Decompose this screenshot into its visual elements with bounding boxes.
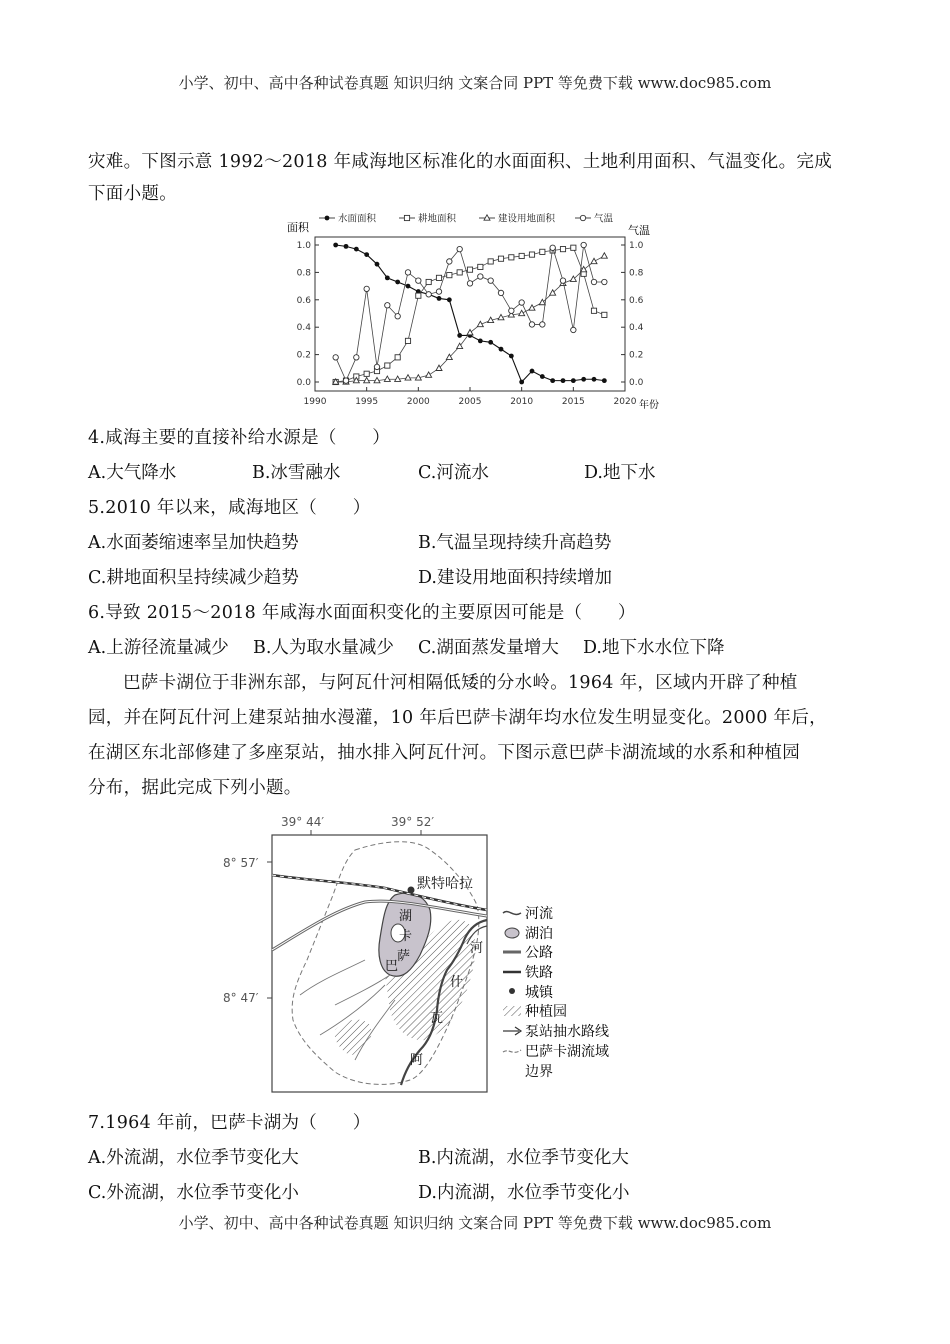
q4-option-d[interactable]: D.地下水: [584, 463, 656, 483]
data-point: [364, 371, 369, 376]
y-tick-label-left: 1.0: [296, 241, 311, 251]
intro2-text-line: 在湖区东北部修建了多座泵站，抽水排入阿瓦什河。下图示意巴萨卡湖流域的水系和种植园: [88, 743, 800, 763]
data-point: [560, 247, 565, 252]
data-point: [385, 363, 390, 368]
data-point: [498, 290, 503, 295]
legend-marker: [325, 216, 330, 221]
q7-option-b[interactable]: B.内流湖，水位季节变化大: [418, 1148, 629, 1168]
data-point: [395, 314, 400, 319]
y-tick-label-right: 0.2: [629, 350, 644, 361]
longitude-label: 39° 52′: [391, 815, 435, 829]
q6-option-b[interactable]: B.人为取水量减少: [253, 638, 394, 658]
data-point: [571, 378, 576, 383]
data-point: [395, 355, 400, 360]
legend-railway: 铁路: [525, 965, 553, 981]
river-label-char: 阿: [410, 1053, 424, 1068]
right-axis-label: 气温: [628, 224, 650, 237]
data-point: [560, 278, 565, 283]
data-point: [499, 347, 504, 352]
q5-option-b[interactable]: B.气温呈现持续升高趋势: [418, 533, 612, 553]
y-tick-label-left: 0.4: [296, 323, 311, 334]
legend-label: 气温: [594, 213, 614, 225]
data-point: [509, 308, 514, 313]
y-tick-label-right: 0.6: [629, 295, 644, 306]
lake-label-char: 湖: [399, 909, 413, 924]
data-point: [364, 286, 369, 291]
legend-town: 城镇: [525, 985, 553, 1001]
intro-text-line: 下面小题。: [88, 184, 177, 204]
data-point: [375, 262, 380, 267]
data-point: [488, 259, 493, 264]
q6-option-a[interactable]: A.上游径流量减少: [88, 638, 229, 658]
data-point: [437, 296, 442, 301]
aral-sea-chart: [275, 207, 665, 415]
data-point: [333, 355, 338, 360]
basaka-lake-map: [215, 810, 655, 1095]
legend-lake: 湖泊: [525, 926, 553, 942]
x-tick-label: 2000: [406, 397, 430, 407]
q4-option-a[interactable]: A.大气降水: [88, 463, 177, 483]
data-point: [343, 378, 348, 383]
data-point: [447, 297, 452, 302]
map-legend: [503, 905, 609, 1080]
data-point: [581, 242, 586, 247]
data-point: [509, 255, 514, 260]
data-point: [354, 355, 359, 360]
question-4-stem: 4.咸海主要的直接补给水源是（ ）: [88, 428, 391, 448]
q7-option-d[interactable]: D.内流湖，水位季节变化小: [418, 1183, 630, 1203]
data-point: [488, 278, 493, 283]
intro-text-line: 灾难。下图示意 1992～2018 年咸海地区标准化的水面面积、土地利用面积、气温变化。完成: [88, 152, 832, 172]
y-tick-label-left: 0.8: [296, 268, 311, 279]
y-tick-label-right: 1.0: [629, 241, 644, 251]
data-point: [436, 275, 441, 280]
y-tick-label-right: 0.4: [629, 323, 644, 334]
legend-label: 耕地面积: [418, 213, 457, 225]
data-point: [581, 377, 586, 382]
legend-marker: [580, 215, 585, 220]
q5-option-a[interactable]: A.水面萎缩速率呈加快趋势: [88, 533, 299, 553]
data-point: [457, 246, 462, 251]
y-tick-label-left: 0.2: [296, 350, 311, 361]
legend-road: 公路: [525, 945, 553, 961]
legend-pump-route: 泵站抽水路线: [525, 1024, 609, 1040]
data-point: [592, 377, 597, 382]
data-point: [405, 270, 410, 275]
x-axis-label: 年份: [639, 400, 659, 411]
town-label: 默特哈拉: [417, 876, 473, 892]
lake-label-char: 卡: [399, 929, 413, 944]
data-point: [457, 270, 462, 275]
intro2-text-line: 巴萨卡湖位于非洲东部，与阿瓦什河相隔低矮的分水岭。1964 年，区域内开辟了种植: [123, 673, 798, 693]
data-point: [416, 293, 421, 298]
data-point: [571, 245, 576, 250]
data-point: [529, 252, 534, 257]
x-tick-label: 2010: [510, 397, 534, 407]
data-point: [540, 374, 545, 379]
data-point: [467, 267, 472, 272]
data-point: [602, 312, 607, 317]
legend-plantation: 种植园: [525, 1004, 567, 1020]
data-point: [406, 284, 411, 289]
q7-option-a[interactable]: A.外流湖，水位季节变化大: [88, 1148, 299, 1168]
page-footer: 小学、初中、高中各种试卷真题 知识归纳 文案合同 PPT 等免费下载 www.doc985.com: [178, 1214, 772, 1232]
y-tick-label-left: 0.0: [296, 378, 311, 388]
legend-marker: [404, 215, 409, 220]
q7-option-c[interactable]: C.外流湖，水位季节变化小: [88, 1183, 299, 1203]
data-point: [519, 380, 524, 385]
q4-option-b[interactable]: B.冰雪融水: [252, 463, 341, 483]
river-label-char: 什: [450, 975, 464, 990]
river-label-char: 河: [470, 941, 484, 956]
data-point: [457, 333, 462, 338]
left-axis-label: 面积: [287, 221, 309, 234]
data-point: [447, 259, 452, 264]
data-point: [530, 369, 535, 374]
latitude-label: 8° 47′: [223, 991, 259, 1005]
data-point: [478, 339, 483, 344]
x-tick-label: 1990: [303, 397, 327, 407]
river-label-char: 瓦: [430, 1011, 444, 1026]
data-point: [364, 252, 369, 257]
data-point: [344, 244, 349, 249]
data-point: [602, 378, 607, 383]
data-point: [519, 253, 524, 258]
q6-option-c[interactable]: C.湖面蒸发量增大: [418, 638, 559, 658]
x-tick-label: 2015: [561, 397, 585, 407]
town-marker: [408, 887, 415, 894]
data-point: [498, 256, 503, 261]
data-point: [571, 327, 576, 332]
x-tick-label: 2020: [613, 397, 637, 407]
legend-label: 水面面积: [338, 213, 377, 225]
legend-basin: 巴萨卡湖流域: [525, 1044, 609, 1060]
data-point: [519, 300, 524, 305]
legend-river: 河流: [525, 906, 553, 922]
question-5-stem: 5.2010 年以来，咸海地区（ ）: [88, 498, 371, 518]
data-point: [385, 303, 390, 308]
q5-option-d[interactable]: D.建设用地面积持续增加: [418, 568, 612, 588]
lake-label-char: 巴: [385, 959, 399, 974]
page-header: 小学、初中、高中各种试卷真题 知识归纳 文案合同 PPT 等免费下载 www.doc985.com: [178, 74, 772, 92]
data-point: [602, 279, 607, 284]
q6-option-d[interactable]: D.地下水水位下降: [583, 638, 725, 658]
data-point: [385, 275, 390, 280]
legend-basin-boundary: 边界: [525, 1064, 553, 1080]
x-tick-label: 2005: [458, 397, 482, 407]
data-point: [561, 378, 566, 383]
data-point: [416, 278, 421, 283]
longitude-label: 39° 44′: [281, 815, 325, 829]
latitude-label: 8° 57′: [223, 856, 259, 870]
data-point: [509, 354, 514, 359]
lake-label-char: 萨: [397, 949, 411, 964]
data-point: [488, 340, 493, 345]
data-point: [550, 378, 555, 383]
intro2-text-line: 分布，据此完成下列小题。: [88, 778, 302, 798]
data-point: [436, 289, 441, 294]
data-point: [529, 322, 534, 327]
data-point: [426, 292, 431, 297]
data-point: [395, 280, 400, 285]
data-point: [591, 308, 596, 313]
data-point: [374, 364, 379, 369]
data-point: [591, 279, 596, 284]
question-6-stem: 6.导致 2015～2018 年咸海水面面积变化的主要原因可能是（ ）: [88, 603, 636, 623]
data-point: [447, 273, 452, 278]
data-point: [354, 247, 359, 252]
data-point: [540, 322, 545, 327]
intro2-text-line: 园，并在阿瓦什河上建泵站抽水漫灌，10 年后巴萨卡湖年均水位发生明显变化。2000 年后，: [88, 708, 827, 728]
question-7-stem: 7.1964 年前，巴萨卡湖为（ ）: [88, 1113, 371, 1133]
q5-option-c[interactable]: C.耕地面积呈持续减少趋势: [88, 568, 299, 588]
data-point: [467, 281, 472, 286]
data-point: [426, 279, 431, 284]
data-point: [540, 249, 545, 254]
y-tick-label-left: 0.6: [296, 295, 311, 306]
legend-label: 建设用地面积: [498, 213, 556, 225]
data-point: [405, 338, 410, 343]
data-point: [478, 274, 483, 279]
data-point: [550, 245, 555, 250]
data-point: [478, 264, 483, 269]
q4-option-c[interactable]: C.河流水: [418, 463, 489, 483]
data-point: [333, 243, 338, 248]
y-tick-label-right: 0.0: [629, 378, 644, 388]
x-tick-label: 1995: [355, 397, 379, 407]
y-tick-label-right: 0.8: [629, 268, 644, 279]
